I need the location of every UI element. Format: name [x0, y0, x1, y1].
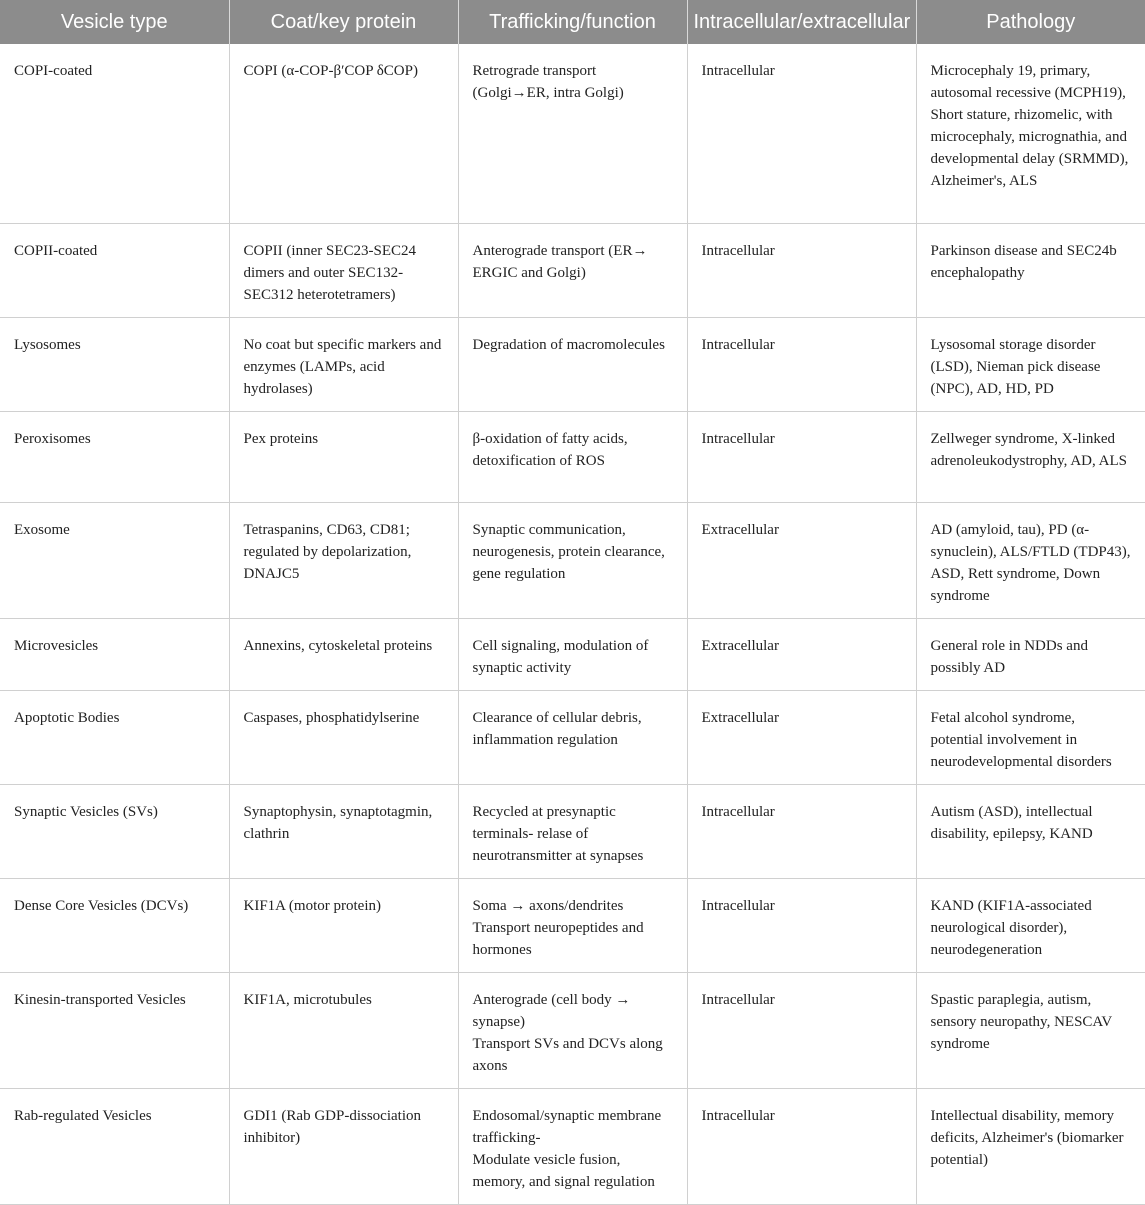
coat-protein-cell: Caspases, phosphatidylserine	[229, 690, 458, 784]
vesicle-type-cell: Rab-regulated Vesicles	[0, 1088, 229, 1204]
location-cell: Intracellular	[687, 44, 916, 223]
function-line: Anterograde transport (ER→ ERGIC and Golgi)	[472, 242, 648, 281]
function-line: Anterograde (cell body → synapse)	[472, 991, 631, 1030]
vesicle-type-cell: Peroxisomes	[0, 411, 229, 502]
vesicle-type-cell: Dense Core Vesicles (DCVs)	[0, 878, 229, 972]
vesicle-type-cell: Kinesin-transported Vesicles	[0, 972, 229, 1088]
function-cell	[458, 317, 687, 411]
location-cell: Intracellular	[687, 972, 916, 1088]
function-line: Soma → axons/dendrites	[472, 897, 624, 914]
function-line: Retrograde transport (Golgi→ER, intra Golgi)	[472, 63, 624, 101]
location-cell: Intracellular	[687, 317, 916, 411]
function-cell	[458, 411, 687, 502]
function-line: Synaptic communication, neurogenesis, protein clearance, gene regulation	[472, 521, 665, 582]
function-line: Endosomal/synaptic membrane trafficking-	[472, 1107, 662, 1146]
function-line: Transport neuropeptides and hormones	[472, 919, 644, 958]
table-row	[0, 317, 1145, 411]
location-cell: Intracellular	[687, 1088, 916, 1204]
coat-protein-cell: Pex proteins	[229, 411, 458, 502]
vesicle-type-cell: COPII-coated	[0, 223, 229, 317]
table-row	[0, 44, 1145, 223]
table-row	[0, 223, 1145, 317]
coat-protein-cell: GDI1 (Rab GDP-dissociation inhibitor)	[229, 1088, 458, 1204]
function-cell	[458, 618, 687, 690]
table-row	[0, 972, 1145, 1088]
function-cell	[458, 1088, 687, 1204]
location-cell: Intracellular	[687, 878, 916, 972]
location-cell: Intracellular	[687, 784, 916, 878]
table-body	[0, 44, 1145, 1204]
function-cell	[458, 972, 687, 1088]
pathology-cell: KAND (KIF1A-associated neurological disorder), neurodegeneration	[916, 878, 1145, 972]
table-row	[0, 502, 1145, 618]
vesicle-type-cell: Lysosomes	[0, 317, 229, 411]
table-row	[0, 784, 1145, 878]
function-line: β-oxidation of fatty acids, detoxification of ROS	[472, 430, 628, 469]
function-cell	[458, 502, 687, 618]
pathology-cell: General role in NDDs and possibly AD	[916, 618, 1145, 690]
coat-protein-cell: Annexins, cytoskeletal proteins	[229, 618, 458, 690]
location-cell: Extracellular	[687, 690, 916, 784]
function-cell	[458, 44, 687, 223]
header-vesicle-type: Vesicle type	[0, 0, 229, 44]
function-cell	[458, 690, 687, 784]
function-line: Clearance of cellular debris, inflammation regulation	[472, 709, 642, 748]
pathology-cell: Intellectual disability, memory deficits, Alzheimer's (biomarker potential)	[916, 1088, 1145, 1204]
function-line: Transport SVs and DCVs along axons	[472, 1035, 663, 1074]
pathology-cell: Microcephaly 19, primary, autosomal recessive (MCPH19), Short stature, rhizomelic, with microcephaly, micrognathia, and developmental delay (SRMMD), Alzheimer's, ALS	[916, 44, 1145, 223]
header-location: Intracellular/extracellular	[687, 0, 916, 44]
function-cell	[458, 784, 687, 878]
location-cell: Intracellular	[687, 223, 916, 317]
table-header-row	[0, 0, 1145, 44]
header-trafficking-function: Trafficking/function	[458, 0, 687, 44]
function-line: Recycled at presynaptic terminals- relase of neurotransmitter at synapses	[472, 803, 644, 864]
function-cell	[458, 878, 687, 972]
table-row	[0, 618, 1145, 690]
function-line: Degradation of macromolecules	[472, 336, 665, 353]
table-row	[0, 878, 1145, 972]
coat-protein-cell: Synaptophysin, synaptotagmin, clathrin	[229, 784, 458, 878]
pathology-cell: Lysosomal storage disorder (LSD), Nieman pick disease (NPC), AD, HD, PD	[916, 317, 1145, 411]
coat-protein-cell: KIF1A (motor protein)	[229, 878, 458, 972]
coat-protein-cell: KIF1A, microtubules	[229, 972, 458, 1088]
pathology-cell: Parkinson disease and SEC24b encephalopathy	[916, 223, 1145, 317]
vesicle-type-cell: Exosome	[0, 502, 229, 618]
pathology-cell: Zellweger syndrome, X-linked adrenoleukodystrophy, AD, ALS	[916, 411, 1145, 502]
table-row	[0, 411, 1145, 502]
coat-protein-cell: No coat but specific markers and enzymes (LAMPs, acid hydrolases)	[229, 317, 458, 411]
coat-protein-cell: COPI (α-COP-β′COP δCOP)	[229, 44, 458, 223]
pathology-cell: AD (amyloid, tau), PD (α-synuclein), ALS/FTLD (TDP43), ASD, Rett syndrome, Down syndrome	[916, 502, 1145, 618]
header-coat-protein: Coat/key protein	[229, 0, 458, 44]
pathology-cell: Autism (ASD), intellectual disability, epilepsy, KAND	[916, 784, 1145, 878]
table-row	[0, 690, 1145, 784]
vesicle-type-cell: Synaptic Vesicles (SVs)	[0, 784, 229, 878]
coat-protein-cell: COPII (inner SEC23-SEC24 dimers and outer SEC132-SEC312 heterotetramers)	[229, 223, 458, 317]
pathology-cell: Fetal alcohol syndrome, potential involvement in neurodevelopmental disorders	[916, 690, 1145, 784]
function-cell	[458, 223, 687, 317]
pathology-cell: Spastic paraplegia, autism, sensory neuropathy, NESCAV syndrome	[916, 972, 1145, 1088]
location-cell: Extracellular	[687, 502, 916, 618]
vesicle-type-cell: Microvesicles	[0, 618, 229, 690]
function-line: Modulate vesicle fusion, memory, and signal regulation	[472, 1151, 655, 1190]
vesicle-type-cell: Apoptotic Bodies	[0, 690, 229, 784]
header-pathology: Pathology	[916, 0, 1145, 44]
table-row	[0, 1088, 1145, 1204]
coat-protein-cell: Tetraspanins, CD63, CD81; regulated by depolarization, DNAJC5	[229, 502, 458, 618]
function-line: Cell signaling, modulation of synaptic activity	[472, 637, 649, 676]
location-cell: Extracellular	[687, 618, 916, 690]
location-cell: Intracellular	[687, 411, 916, 502]
vesicle-type-cell: COPI-coated	[0, 44, 229, 223]
